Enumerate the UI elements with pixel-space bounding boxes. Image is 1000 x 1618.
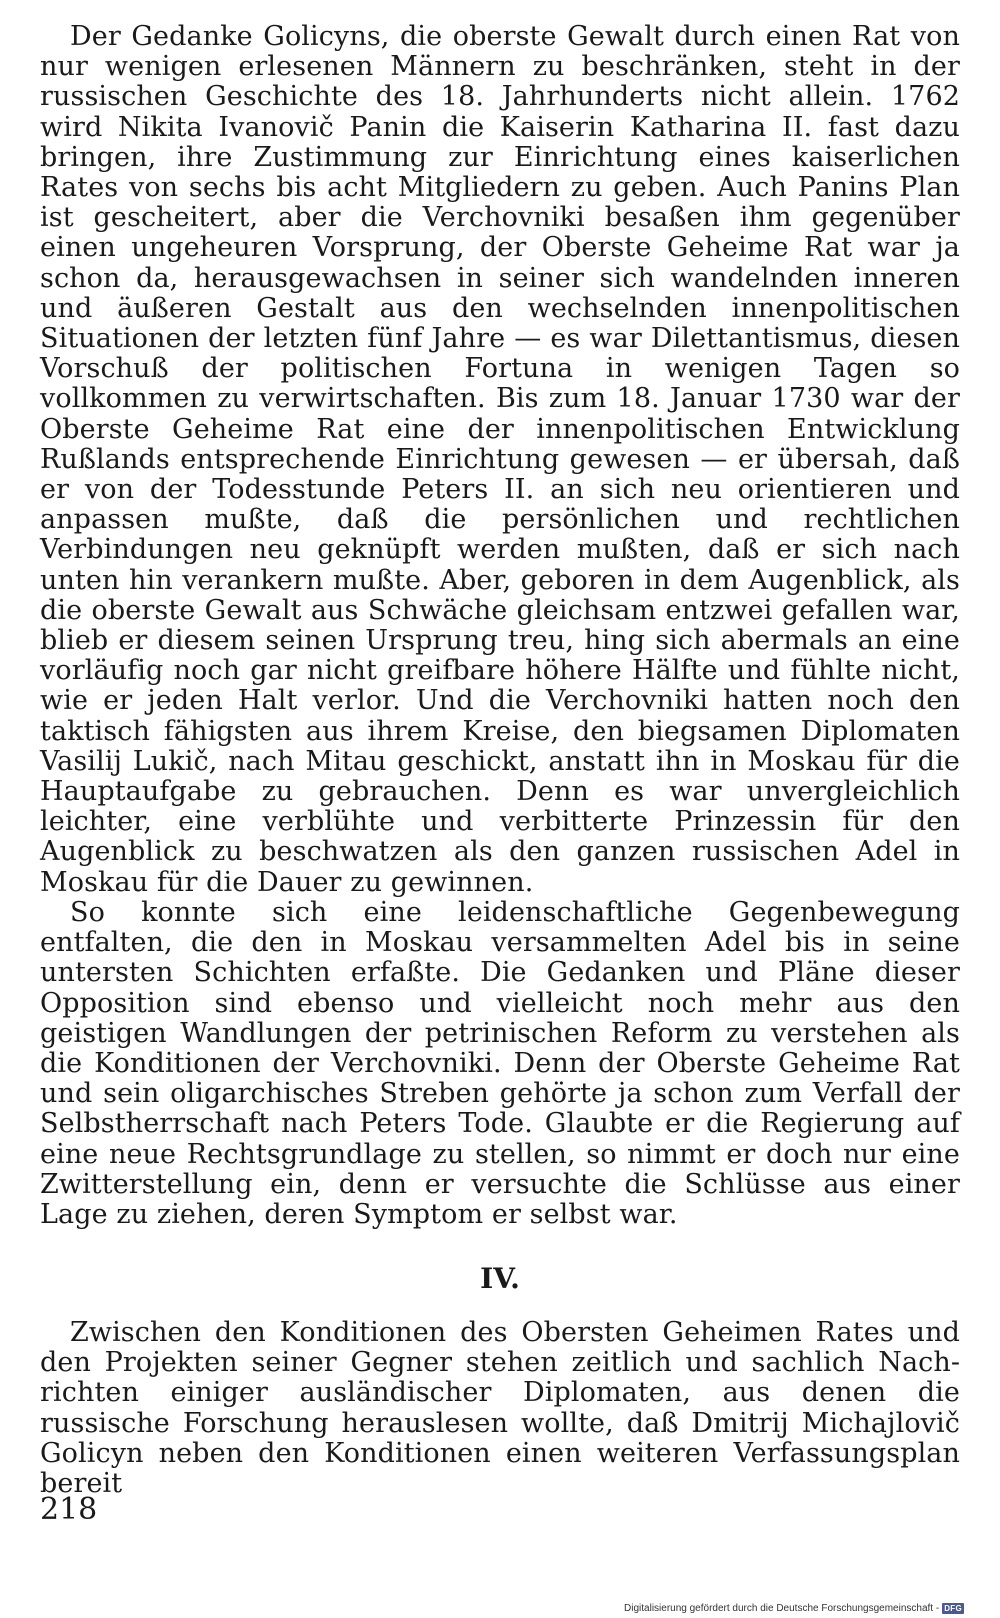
section-heading: IV. (480, 1262, 520, 1295)
dfg-logo: DFG (944, 1604, 962, 1613)
page-body (40, 21, 960, 1500)
paragraph-2: So konnte sich eine leidenschaftliche Gegenbewegung entfalten, die den in Moskau versammelten Adel bis in seine untersten Schichten erfaßte. Die Gedanken und Pläne dieser Opposition sind ebenso und vielleicht noch mehr aus den geistigen Wandlungen der petrinischen Reform zu verstehen als die Konditionen der Verchovniki. Denn der Oberste Geheime Rat und sein oligarchisches Streben gehörte ja schon zum Verfall der Selbstherrschaft nach Peters Tode. Glaubte er die Regierung auf eine neue Rechtsgrundlage zu stellen, so nimmt er doch nur eine Zwitterstellung ein, denn er versuchte die Schlüsse aus einer Lage zu ziehen, deren Symptom er selbst war. (40, 896, 960, 1230)
page-number: 218 (40, 1492, 98, 1527)
paragraph-3: Zwischen den Konditionen des Obersten Geheimen Rates und den Projekten seiner Gegner stehen zeitlich und sachlich Nachrichten einiger ausländischer Diplomaten, aus denen die russische Forschung herauslesen wollte, daß Dmitrij Michajlovič Golicyn neben den Konditionen einen weiteren Verfassungsplan bereit (40, 1317, 960, 1500)
digitization-credit (624, 1603, 964, 1614)
credit-text: Digitalisierung gefördert durch die Deutsche Forschungsgemeinschaft - (624, 1603, 940, 1614)
paragraph-1: Der Gedanke Golicyns, die oberste Gewalt durch einen Rat von nur wenigen erlesenen Männern zu beschränken, steht in der russischen Geschichte des 18. Jahrhunderts nicht allein. 1762 wird Nikita Ivanovič Panin die Kaiserin Katharina II. fast dazu bringen, ihre Zustimmung zur Einrichtung eines kaiserlichen Rates von sechs bis acht Mitgliedern zu geben. Auch Panins Plan ist gescheitert, aber die Verchovniki besaßen ihm gegenüber einen ungeheuren Vorsprung, der Oberste Geheime Rat war ja schon da, herausgewachsen in seiner sich wandelnden inneren und äußeren Gestalt aus den wechselnden innenpolitischen Situationen der letzten fünf Jahre — es war Dilettantismus, diesen Vorschuß der politischen Fortuna in wenigen Tagen so vollkommen zu verwirtschaften. Bis zum 18. Januar 1730 war der Oberste Geheime Rat eine der innenpolitischen Entwicklung Rußlands entsprechende Einrichtung gewesen — er übersah, daß er von der Todesstunde Peters II. an sich neu orientieren und anpassen mußte, daß die persönlichen und rechtlichen Verbindungen neu geknüpft werden mußten, daß er sich nach unten hin verankern mußte. Aber, geboren in dem Augenblick, als die oberste Gewalt aus Schwäche gleichsam entzwei gefallen war, blieb er diesem seinen Ursprung treu, hing sich abermals an eine vorläufig noch gar nicht greifbare höhere Hälfte und fühlte nicht, wie er jeden Halt verlor. Und die Verchovniki hatten noch den taktisch fähigsten aus ihrem Kreise, den biegsamen Diplomaten Vasilij Lukič, nach Mitau geschickt, anstatt ihn in Moskau für die Hauptaufgabe zu gebrauchen. Denn es war unvergleichlich leichter, eine verblühte und verbitterte Prinzessin für den Augenblick zu beschwatzen als den ganzen russischen Adel in Moskau für die Dauer zu gewinnen. (40, 21, 960, 898)
